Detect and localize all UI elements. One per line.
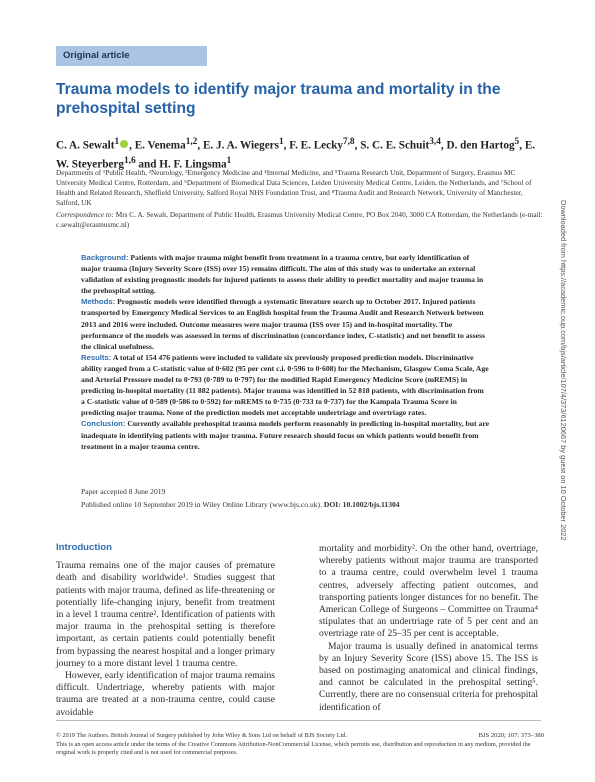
author-sup: 1,6 — [123, 155, 136, 166]
author-name: , F. E. Lecky — [283, 139, 343, 152]
abstract-label: Background: — [81, 253, 129, 262]
section-heading: Introduction — [56, 542, 112, 553]
abstract — [81, 252, 489, 452]
abstract-methods — [81, 296, 489, 351]
article-title: Trauma models to identify major trauma and mortality in the prehospital setting — [56, 81, 501, 117]
correspondence-text: Mrs C. A. Sewalt, Department of Public Health, Erasmus University Medical Centre, PO Box 2040, 3000 CA Rotterdam, the Netherlands (e-mail: c.sewalt@erasmusmc.nl) — [56, 210, 543, 230]
body-paragraph: Trauma remains one of the major causes of premature death and disability worldwide¹. Studies suggest that patients with major trauma, defined as life-threatening or potentially life-changing injury, benefit from treatment in a level 1 trauma centre². Identification of patients with major trauma in the prehospital setting is therefore important, as certain patients could potentially benefit from bypassing the nearest hospital and a longer primary journey to a more distant level 1 trauma centre. — [56, 560, 275, 669]
abstract-text: Currently available prehospital trauma models perform reasonably in predicting in-hospital mortality, but are inadequate in identifying patients with major trauma. Future research should focus on which patients would benefit from treatment in a major trauma centre. — [81, 419, 490, 451]
body-paragraph: mortality and morbidity². On the other hand, overtriage, whereby patients without major trauma are transported to a trauma centre, could overwhelm level 1 trauma centres, adversely affecting patient outcomes, and transporting patients longer distances for no benefit. The American College of Surgeons – Committee on Trauma⁴ stipulates that an undertriage rate of 5 per cent and an overtriage rate of 25–35 per cent is acceptable. — [319, 543, 538, 640]
author-name: and H. F. Lingsma — [135, 158, 227, 171]
author-list — [56, 135, 546, 172]
author-name: , E. J. A. Wiegers — [197, 139, 279, 152]
license-notice: This is an open access article under the terms of the Creative Commons Attribution-NonCommercial License, which permits use, distribution and reproduction in any medium, provided the original work is properly cited and is not used for commercial purposes. — [56, 740, 531, 757]
footer-divider — [56, 720, 541, 721]
author-sup: 1 — [226, 155, 232, 166]
author-sup: 7,8 — [342, 137, 355, 147]
abstract-text: A total of 154 476 patients were included to validate six previously proposed prediction models. Discriminative ability ranged from a C-statistic value of 0·602 (95 per cent c.i. 0·596 to 0·608) for the Mechanism, Glasgow Coma Scale, Age and Arterial Pressure model to 0·793 (0·789 to 0·797) for the modified Rapid Emergency Medicine Score (mREMS) in predicting in-hospital mortality (11 882 patients). Major trauma was identified in 52 818 patients, with discrimination from a C-statistic value of 0·589 (0·586 to 0·592) for mREMS to 0·735 (0·733 to 0·737) for the Kampala Trauma Score in predicting major trauma. None of the prediction models met acceptable undertriage and overtriage rates. — [81, 352, 489, 418]
body-column-left — [56, 542, 275, 719]
abstract-label: Conclusion: — [81, 419, 126, 429]
author-name: , S. C. E. Schuit — [354, 139, 430, 152]
section-tag: Original article — [56, 46, 207, 66]
author-sup: 3,4 — [429, 137, 441, 147]
body-paragraph: However, early identification of major trauma remains difficult. Undertriage, whereby patients with major trauma are treated at a non-trauma centre, could cause avoidable — [56, 670, 275, 718]
abstract-label: Results: — [81, 352, 112, 362]
publication-meta — [81, 486, 501, 511]
download-notice: Downloaded from https://academic.oup.com/bjs/article/107/4/373/6120667 by guest on 10 October 2022 — [559, 200, 568, 541]
affiliations: Departments of ¹Public Health, ²Neurology, ³Emergency Medicine and ⁴Internal Medicine, and ⁵Trauma Research Unit, Department of Surgery, Erasmus MC University Medical Centre, Rotterdam, and ⁶Department of Biomedical Data Sciences, Leiden University Medical Centre, Leiden, the Netherlands, and ⁷School of Health and Related Research, Sheffield University, Salford Royal NHS Foundation Trust, and ⁸Trauma Audit and Research Network, University of Manchester, Salford, UK — [56, 168, 532, 208]
published-text: Published online 10 September 2019 in Wiley Online Library (www.bjs.co.uk). — [81, 499, 324, 509]
accepted-date: Paper accepted 8 June 2019 — [81, 487, 166, 496]
abstract-text: Patients with major trauma might benefit from treatment in a trauma centre, but early identification of major trauma (Injury Severity Score (ISS) over 15) remains difficult. The aim of this study was to undertake an external validation of existing prognostic models for injured patients to assess their ability to predict mortality and major trauma in the prehospital setting. — [81, 253, 484, 296]
abstract-results — [81, 352, 489, 419]
author-sup: 1 — [114, 137, 120, 147]
doi[interactable]: DOI: 10.1002/bjs.11304 — [323, 499, 400, 509]
author-name: C. A. Sewalt — [56, 139, 115, 152]
download-sidebar — [559, 200, 578, 580]
correspondence — [56, 210, 546, 230]
published-info — [81, 499, 501, 512]
abstract-background — [81, 252, 489, 296]
abstract-conclusion — [81, 418, 489, 451]
orcid-icon[interactable] — [120, 140, 128, 148]
page-footer — [56, 732, 544, 758]
copyright-notice: © 2019 The Authors. British Journal of Surgery published by John Wiley & Sons Ltd on behalf of BJS Society Ltd. — [56, 732, 348, 739]
author-name: , E. W. Steyerberg — [56, 139, 536, 171]
abstract-text: Prognostic models were identified through a systematic literature search up to October 2017. Injured patients transported by Emergency Medical Services to an English hospital from the Trauma Audit and Research Network between 2013 and 2016 were included. Outcome measures were major trauma (ISS over 15) and in-hospital mortality. The performance of the models was assessed in terms of discrimination (concordance index, C-statistic) and net benefit to assess the clinical usefulness. — [81, 297, 485, 351]
author-sup: 5 — [514, 137, 520, 147]
body-paragraph: Major trauma is usually defined in anatomical terms by an Injury Severity Score (ISS) above 15. The ISS is based on postimaging anatomical and clinical findings, and cannot be calculated in the prehospital setting⁵. Currently, there are no consensual criteria for prehospital identification of — [319, 640, 538, 713]
author-name: , D. den Hartog — [440, 139, 515, 152]
journal-reference: BJS 2020; 107: 373–380 — [478, 732, 544, 739]
author-name: , E. Venema — [129, 139, 186, 152]
body-column-right — [319, 543, 538, 714]
author-sup: 1,2 — [185, 137, 198, 147]
correspondence-label: Correspondence to: — [56, 210, 114, 219]
author-sup: 1 — [279, 137, 284, 147]
abstract-label: Methods: — [81, 297, 116, 307]
